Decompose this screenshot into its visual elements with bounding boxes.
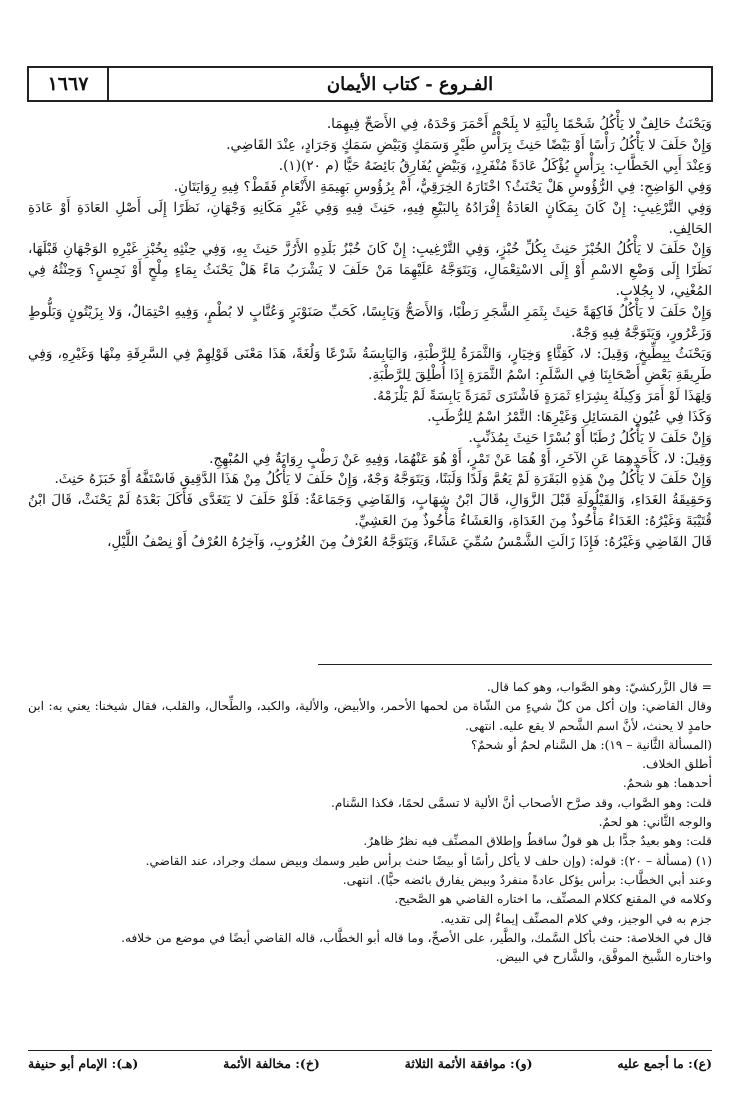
legend-item: (خ): مخالفة الأئمة: [223, 1056, 320, 1071]
footnote-line: وعند أبي الخطَّاب: برأس يؤكل عادةً منفردٌ وبيض يفارق بائضه حيًّا). انتهى.: [342, 872, 712, 887]
page-number: ١٦٦٧: [29, 68, 109, 100]
legend-separator: [28, 1050, 712, 1051]
footnote-line: والوجه الثَّاني: هو لحمٌ.: [598, 815, 712, 830]
footnote-line: قلت: وهو بعيدٌ جدًّا بل هو قولٌ ساقطٌ وإطلاق المصنِّف فيه نظرٌ ظاهرٌ.: [363, 834, 712, 849]
main-paragraph: وَإِنْ حَلَفَ لا يَأْكُلُ رَأْسًا أَوْ بَيْضًا حَنِثَ بِرَأْسِ طَيْرٍ وَسَمَكٍ وَبَيْضِ سَمَكٍ وَجَرَادٍ، عِنْدَ القَاضِي.: [226, 136, 712, 153]
abbreviation-legend: [28, 1056, 712, 1071]
footnote-separator: [318, 664, 712, 665]
main-paragraph: وَيَحْنَثُ بِبِطِّيخٍ، وَقِيلَ: لا، كَقِثَّاءٍ وَخِيَارٍ، وَالثَّمَرَةُ لِلرَّطْبَةِ، وَاليَابِسَةُ شَرْعًا وَلُغَةً، هَذَا مَعْنَى قَوْلِهِمْ فِي السَّرِقَةِ مِنْهَا وَغَيْرِهِ، وَفِي طَرِيقَةِ بَعْضِ أَصْحَابِنَا فِي السَّلَمِ: اسْمُ الثَّمَرَةِ إِذَا أُطْلِقَ لِلرَّطْبَةِ.: [28, 345, 712, 383]
running-title: الفـروع - كتاب الأيمان: [326, 73, 494, 95]
main-paragraph: وَفِي الوَاضِحِ: فِي الرُّؤُوسِ هَلْ يَحْنَثُ؟ اخْتَارَهُ الخِرَقِيُّ، أَمْ بِرُؤُوسِ بَهِيمَةِ الأَنْعَامِ فَقَطْ؟ فِيهِ رِوَايَتَانِ.: [173, 178, 712, 195]
footnote-line: (المسألة الثَّانية – ١٩): هل السَّنام لحمٌ أو شحمٌ؟: [470, 737, 712, 752]
footnote-line: جزم به في الوجيز، وفي كلام المصنِّف إيماءٌ إلى تقديه.: [440, 911, 712, 926]
main-paragraph: وَلِهَذَا لَوْ أَمَرَ وَكِيلَهُ بِشِرَاءِ ثَمَرَةٍ فَاشْتَرَى ثَمَرَةً يَابِسَةً لَمْ يَلْزَمْهُ.: [372, 387, 712, 404]
footnotes: [28, 678, 712, 967]
footnote-line: أطلق الخلاف.: [642, 757, 712, 772]
main-paragraph: وَحَقِيقَةُ الغَدَاءِ، وَالقَيْلُولَةِ قَبْلَ الزَّوَالِ، قَالَ ابْنُ شِهَابٍ، وَالقَاضِي وَجَمَاعَةٌ: فَلَوْ حَلَفَ لا يَتَغَدَّى فَأَكَلَ بَعْدَهُ لَمْ يَحْنَثْ، قَالَ ابْنُ قُتَيْبَةَ وَغَيْرُهُ: الغَدَاءُ مَأْخُوذٌ مِنَ الغَدَاةِ، وَالعَشَاءُ مَأْخُوذٌ مِنَ العَشِيِّ.: [28, 492, 712, 530]
main-paragraph: وَإِنْ حَلَفَ لا يَأْكُلُ الخُبْزَ حَنِثَ بِكُلِّ خُبْزٍ، وَفِي التَّرْغِيبِ: إِنْ كَانَ خُبْزُ بَلَدِهِ الأَرُزَّ حَنِثَ بِهِ، وَفِي حِنْثِهِ بِخُبْزِ غَيْرِهِ الوَجْهَانِ قَبْلَهَا، نَظَرًا إِلَى وَضْعِ الاسْمِ أَوْ إِلَى الاسْتِعْمَالِ، وَيَتَوَجَّهُ عَلَيْهِمَا مَنْ حَلَفَ لا يَشْرَبُ مَاءً هَلْ يَحْنَثُ بِمَاءٍ مِلْحٍ أَوْ نَجِسٍ؟ وَحِنْثُهُ فِي المُغْنِي، لا بِجُلابٍ.: [28, 241, 712, 300]
footnote-line: (١) (مسألة – ٢٠): قوله: (وإن حلف لا يأكل رأسًا أو بيضًا حنث برأس طير وسمك وبيض سمك وجراد، عند القاضي.: [145, 853, 712, 868]
main-paragraph: وَإِنْ حَلَفَ لا يَأْكُلُ مِنْ هَذِهِ البَقَرَةِ لَمْ يَعُمَّ وَلَدًا وَلَبَنًا، وَيَتَوَجَّهُ وَجْهٌ، وَإِنْ حَلَفَ لا يَأْكُلُ مِنْ هَذَا الدَّقِيقِ فَاسْتَفَّهُ أَوْ خَبَزَهُ حَنِثَ.: [54, 471, 712, 488]
page-header: [27, 66, 713, 102]
main-paragraph: وَكَذَا فِي عُيُونِ المَسَائِلِ وَغَيْرِهَا: التَّمْرُ اسْمٌ لِلرُّطَبِ.: [427, 408, 712, 425]
legend-item: (و): موافقة الأئمة الثلاثة: [404, 1056, 533, 1071]
footnote-line: أحدهما: هو شحمٌ.: [622, 776, 712, 791]
main-paragraph: وَعِنْدَ أَبِي الخَطَّابِ: بِرَأْسٍ يُؤْكَلُ عَادَةً مُنْفَرِدٍ، وَبَيْضٍ يُفَارِقُ بَائِضَهُ حَيًّا (م ٢٠)(١).: [278, 157, 712, 174]
footnote-line: قال في الخلاصة: حنث بأكل السَّمك، والطَّير، على الأصحِّ، وما قاله أبو الخطَّاب، قاله القاضي أيضًا في موضع من خلافه.: [121, 930, 712, 945]
main-paragraph: قَالَ القَاضِي وَغَيْرُهُ: فَإِذَا زَالَتِ الشَّمْسُ سُمِّيَ عَشَاءً، وَيَتَوَجَّهُ العُرْفُ مِنَ الغُرُوبِ، وَآخِرُهُ العُرْفُ أَوْ نِصْفُ اللَّيْلِ،: [107, 534, 712, 551]
main-text: [28, 114, 712, 553]
main-paragraph: وَإِنْ حَلَفَ لا يَأْكُلُ فَاكِهَةً حَنِثَ بِثَمَرِ الشَّجَرِ رَطْبًا، وَالأَصَحُّ وَيَابِسًا، كَحَبِّ صَنَوْبَرٍ وَعُنَّابٍ لا بُطْمٍ، وَفِيهِ احْتِمَالٌ، وَلا بِزَيْتُونٍ وَبَلُّوطٍ وَزَعْرُورٍ، وَيَتَوَجَّهُ فِيهِ وَجْهٌ.: [28, 304, 712, 342]
legend-item: (ع): ما أجمع عليه: [617, 1056, 712, 1071]
legend-item: (هـ): الإمام أبو حنيفة: [28, 1056, 139, 1071]
main-paragraph: وَفِي التَّرْغِيبِ: إِنْ كَانَ بِمَكَانٍ العَادَةُ إِفْرَادُهُ بِالبَيْعِ فِيهِ، حَنِثَ فِيهِ وَفِي غَيْرِ مَكَانِهِ وَجْهَانِ، نَظَرًا إِلَى أَصْلِ العَادَةِ أَوْ عَادَةِ الحَالِفِ.: [28, 199, 713, 237]
main-paragraph: وَقِيلَ: لا، كَأَحَدِهِمَا عَنِ الآخَرِ، أَوْ هُمَا عَنْ تَمْرٍ، أَوْ هُوَ عَنْهُمَا، وَفِيهِ عَنْ رَطْبٍ رِوَايَةٌ فِي المُبْهِجِ.: [209, 450, 712, 467]
footnote-line: = قال الزَّركشيّ: وهو الصَّواب، وهو كما قال.: [486, 680, 712, 694]
footnote-line: وقال القاضي: وإن أكل من كلّ شيءٍ من الشّاة من لحمها الأحمر، والأبيض، والألية، والكبد، والطِّحال، والقلب، فقال شيخنا: يعني به: ابن حامدٍ لا يحنث، لأنَّ اسم الشَّحم لا يقع عليه. انتهى.: [28, 699, 712, 733]
main-paragraph: وَيَحْنَثُ حَالِفٌ لا يَأْكُلُ شَحْمًا بِالْيَةِ لا بِلَحْمٍ أَحْمَرَ وَحْدَهُ، فِي الأَصَحِّ فِيهِمَا.: [326, 116, 712, 132]
footnote-line: قلت: وهو الصَّواب، وقد صرَّح الأصحاب أنَّ الألية لا تسمَّى لحمًا، فكذا السَّنام.: [331, 795, 712, 810]
main-paragraph: وَإِنْ حَلَفَ لا يَأْكُلُ رُطَبًا أَوْ بُسْرًا حَنِثَ بِمُذَنِّبٍ.: [468, 429, 712, 446]
footnote-line: وكلامه في المقنع ككلام المصنِّف، ما اختاره القاضي هو الصَّحيح.: [394, 892, 712, 907]
footnote-line: واختاره الشَّيخ الموفَّق، والشَّارح في البيض.: [495, 950, 712, 965]
